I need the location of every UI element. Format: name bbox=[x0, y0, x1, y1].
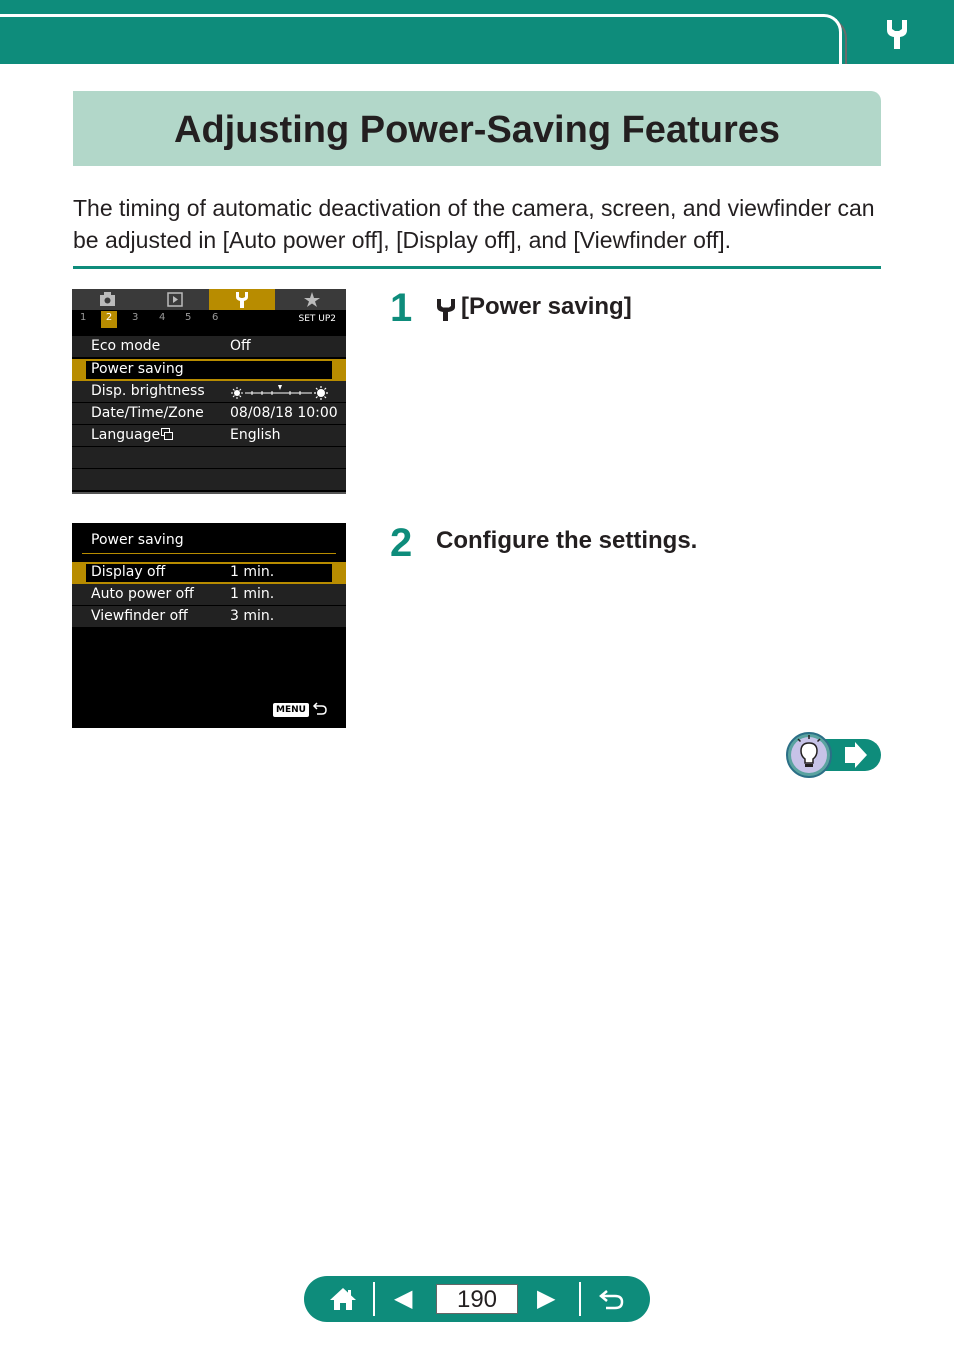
step-instruction: [Power saving] bbox=[461, 293, 632, 320]
wrench-icon[interactable] bbox=[877, 16, 917, 52]
menu-item-disp-brightness bbox=[72, 381, 346, 403]
wrench-icon bbox=[435, 297, 457, 323]
menu-item-label: Eco mode bbox=[91, 338, 161, 354]
tab-number: 5 bbox=[185, 312, 192, 323]
tab-number: 3 bbox=[132, 312, 139, 323]
tab-shooting bbox=[72, 289, 142, 310]
step-number: 2 bbox=[390, 521, 413, 565]
menu-item-viewfinder-off bbox=[72, 606, 346, 628]
menu-item-value: English bbox=[230, 427, 281, 443]
bottom-navigation bbox=[304, 1276, 650, 1322]
camera-icon bbox=[72, 289, 142, 310]
hint-link-button[interactable] bbox=[785, 731, 882, 781]
title-box bbox=[73, 91, 881, 166]
menu-item-label: Disp. brightness bbox=[91, 383, 205, 399]
top-header-bar bbox=[0, 0, 954, 64]
menu-item-value: 3 min. bbox=[230, 608, 275, 624]
star-icon bbox=[275, 289, 346, 310]
tab-number: 1 bbox=[80, 312, 87, 323]
sun-dim-icon bbox=[231, 387, 243, 399]
menu-item-label: Display off bbox=[91, 564, 166, 580]
tab-number: 6 bbox=[212, 312, 219, 323]
tab-playback bbox=[142, 289, 209, 310]
menu-button-label: MENU bbox=[273, 703, 309, 717]
section-divider bbox=[73, 266, 881, 269]
tab-number-row bbox=[72, 310, 346, 330]
nav-separator bbox=[579, 1282, 581, 1316]
tab-label: SET UP2 bbox=[298, 314, 336, 324]
step-number: 1 bbox=[390, 286, 413, 330]
menu-item-value: 1 min. bbox=[230, 586, 275, 602]
tab-number: 4 bbox=[159, 312, 166, 323]
menu-item-label bbox=[91, 427, 173, 443]
step-instruction: Configure the settings. bbox=[436, 527, 698, 554]
language-label-text: Language bbox=[91, 427, 161, 443]
submenu-title: Power saving bbox=[91, 532, 184, 548]
return-icon bbox=[312, 700, 328, 716]
menu-item-value: 08/08/18 10:00 bbox=[230, 405, 338, 421]
camera-menu-screenshot-setup bbox=[72, 289, 346, 494]
next-page-button[interactable]: ▶ bbox=[537, 1285, 556, 1312]
brightness-marker bbox=[278, 385, 282, 390]
menu-item-label: Date/Time/Zone bbox=[91, 405, 204, 421]
sun-bright-icon bbox=[314, 386, 328, 400]
menu-item-auto-power-off bbox=[72, 584, 346, 606]
tab-my-menu bbox=[275, 289, 346, 310]
tab-number-selected: 2 bbox=[101, 311, 117, 328]
camera-menu-screenshot-power-saving bbox=[72, 523, 346, 728]
wrench-icon bbox=[209, 289, 275, 310]
menu-item-language bbox=[72, 425, 346, 447]
menu-tab-row bbox=[72, 289, 346, 310]
menu-item-date-time-zone bbox=[72, 403, 346, 425]
play-icon bbox=[142, 289, 209, 310]
language-icon bbox=[161, 428, 173, 440]
menu-item-label: Power saving bbox=[91, 361, 184, 377]
menu-item-value: Off bbox=[230, 338, 251, 354]
menu-item-eco-mode bbox=[72, 336, 346, 358]
submenu-title-rule bbox=[82, 553, 336, 554]
home-icon[interactable] bbox=[328, 1285, 358, 1313]
page-title: Adjusting Power-Saving Features bbox=[174, 109, 780, 151]
menu-item-label: Viewfinder off bbox=[91, 608, 188, 624]
menu-item-empty bbox=[72, 469, 346, 491]
prev-page-button[interactable]: ◀ bbox=[394, 1285, 413, 1312]
nav-separator bbox=[373, 1282, 375, 1316]
menu-item-label: Auto power off bbox=[91, 586, 194, 602]
brightness-scale bbox=[230, 383, 330, 401]
intro-paragraph: The timing of automatic deactivation of the camera, screen, and viewfinder can be adjusted in [Auto power off], [Display off], and [Viewfinder off]. bbox=[73, 195, 875, 253]
menu-item-power-saving bbox=[72, 359, 346, 381]
back-icon[interactable] bbox=[597, 1285, 627, 1313]
menu-item-display-off bbox=[72, 562, 346, 584]
page-number: 190 bbox=[436, 1284, 518, 1314]
tab-setup bbox=[209, 289, 275, 310]
header-tab-notch bbox=[0, 14, 842, 64]
menu-item-value: 1 min. bbox=[230, 564, 275, 580]
menu-item-empty bbox=[72, 447, 346, 469]
